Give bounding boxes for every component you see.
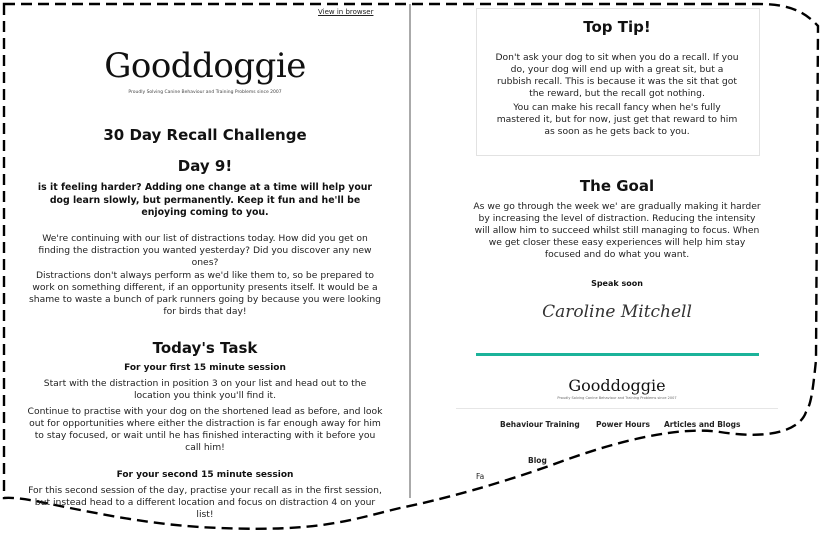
logo-tagline: Proudly Solving Canine Behaviour and Training Problems since 2007 <box>128 90 282 95</box>
session2-paragraph1: For this second session of the day, practise your recall as in the first session, but instead head to a different location and focus on distraction 4 on your list! <box>28 485 382 520</box>
day-heading: Day 9! <box>177 157 233 175</box>
nav-blog[interactable]: Blog <box>528 456 547 465</box>
footer-logo: Gooddoggie <box>568 376 666 395</box>
signature: Caroline Mitchell <box>542 302 692 322</box>
email-right-column <box>456 0 778 534</box>
gooddoggie-logo: Gooddoggie <box>104 46 306 86</box>
nav-power-hours[interactable]: Power Hours <box>596 420 650 429</box>
session1-paragraph1: Start with the distraction in position 3 on your list and head out to the location you think you'll find it. <box>43 378 367 401</box>
tip-paragraph2: You can make his recall fancy when he's fully mastered it, but for now, just get that reward to him as soon as he gets back to you. <box>496 102 738 137</box>
view-in-browser-link[interactable]: View in browser <box>318 8 374 16</box>
tip-paragraph1: Don't ask your dog to sit when you do a recall. If you do, your dog will end up with a great sit, but a rubbish recall. This is because it was the sit that got the reward, but the recall got nothing. <box>495 52 739 99</box>
challenge-title: 30 Day Recall Challenge <box>103 126 307 144</box>
nav-articles-and-blogs[interactable]: Articles and Blogs <box>664 420 741 429</box>
paragraph-performance: Distractions don't always perform as we'd like them to, so be prepared to work on something different, if an opportunity presents itself. It would be a shame to waste a bunch of park runners going by because you were looking for birds that day! <box>28 270 382 317</box>
session1-paragraph2: Continue to practise with your dog on the shortened lead as before, and look out for opportunities where either the distraction is far enough away for him to stay focused, or wait until he has finished interacting with it before you call him! <box>27 406 383 453</box>
nav-partial-item[interactable]: Fa <box>476 472 485 481</box>
intro-bold-text: is it feeling harder? Adding one change at a time will help your dog learn slowly, but permanently. Keep it fun and he'll be enjoying coming to you. <box>37 182 373 218</box>
email-left-column <box>12 0 398 534</box>
session1-heading: For your first 15 minute session <box>124 363 286 373</box>
session2-heading: For your second 15 minute session <box>116 470 294 480</box>
speak-soon-text: Speak soon <box>591 279 643 288</box>
footer-divider <box>456 408 778 409</box>
goal-heading: The Goal <box>579 177 655 195</box>
todays-task-heading: Today's Task <box>152 339 258 357</box>
nav-behaviour-training[interactable]: Behaviour Training <box>500 420 580 429</box>
top-tip-heading: Top Tip! <box>583 18 651 36</box>
accent-divider <box>476 353 759 356</box>
paragraph-distractions: We're continuing with our list of distractions today. How did you get on finding the distraction you wanted yesterday? Did you discover any new ones? <box>38 233 372 268</box>
footer-tagline: Proudly Solving Canine Behaviour and Training Problems since 2007 <box>557 396 677 400</box>
goal-paragraph: As we go through the week we' are gradually making it harder by increasing the level of distraction. Reducing the intensity will allow him to succeed whilst still managing to focus. When we get closer these easy experiences will help him stay focused and do what you want. <box>473 201 761 260</box>
